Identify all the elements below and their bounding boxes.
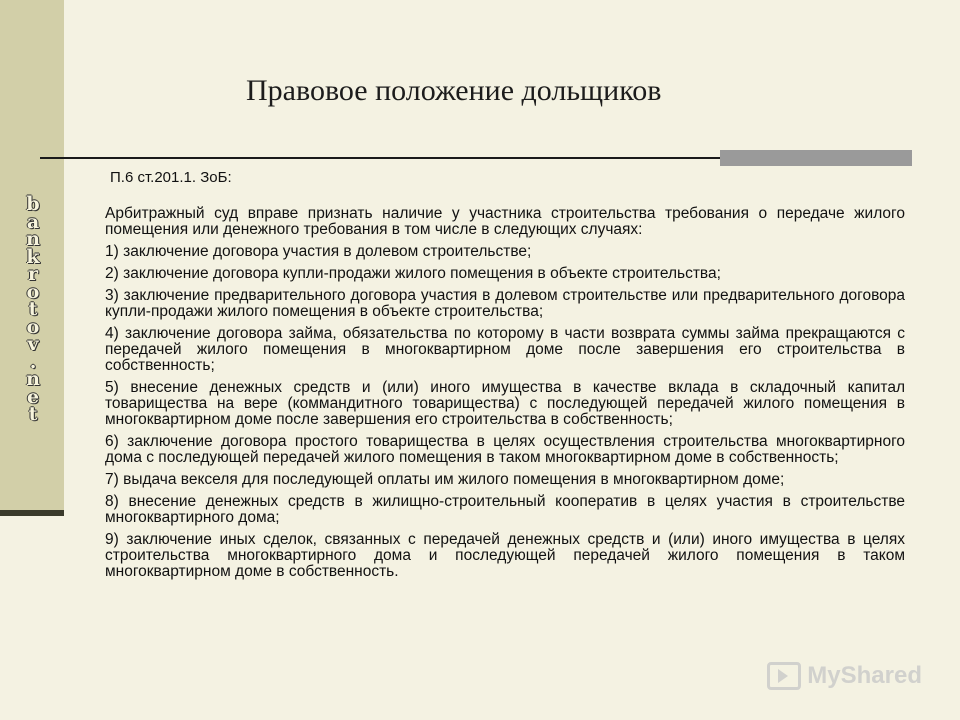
logo-letter: . <box>29 350 37 373</box>
logo-letter: n <box>26 228 40 250</box>
list-item: 5) внесение денежных средств и (или) иного имущества в качестве вклада в складочный капитал товарищества на вере (коммандитного товарищества) с последующей передачей жилого помещения в многоквартирном доме после завершения его строительства в собственность; <box>105 379 905 428</box>
logo-letter: e <box>26 385 40 408</box>
slide-title: Правовое положение дольщиков <box>246 74 662 107</box>
sidebar-panel <box>0 0 64 512</box>
play-slide-icon <box>767 662 801 690</box>
list-item: 7) выдача векселя для последующей оплаты им жилого помещения в многоквартирном доме; <box>105 471 785 488</box>
logo-letter: v <box>27 333 39 355</box>
list-item: 2) заключение договора купли-продажи жилого помещения в объекте строительства; <box>105 265 721 282</box>
law-reference: П.6 ст.201.1. ЗоБ: <box>110 169 232 186</box>
list-item: 8) внесение денежных средств в жилищно-строительный кооператив в целях участия в строительстве многоквартирного дома; <box>105 493 905 526</box>
logo-letter: t <box>28 403 38 425</box>
logo-letter: t <box>28 298 38 320</box>
paragraph-list <box>105 206 905 580</box>
intro-paragraph: Арбитражный суд вправе признать наличие у участника строительства требования о передаче жилого помещения или денежного требования в том числе в следующих случаях: <box>105 205 905 238</box>
list-item: 3) заключение предварительного договора участия в долевом строительстве или предварительного договора купли-продажи жилого помещения в объекте строительства; <box>105 287 905 320</box>
logo-letter: o <box>26 280 40 303</box>
watermark-text: MyShared <box>807 662 922 689</box>
logo-letter: a <box>26 210 40 233</box>
list-item: 4) заключение договора займа, обязательства по которому в части возврата суммы займа прекращаются с передачей жилого помещения в многоквартирном доме после завершения его строительства в собственность; <box>105 325 905 374</box>
logo-letter: b <box>26 193 40 215</box>
list-item: 6) заключение договора простого товарищества в целях осуществления строительства многоквартирного дома с последующей передачей жилого помещения в таком многоквартирном доме в собственность; <box>105 433 905 466</box>
watermark <box>767 662 922 690</box>
list-item: 1) заключение договора участия в долевом строительстве; <box>105 243 532 260</box>
logo-letter: r <box>27 263 38 285</box>
title-underline-accent <box>720 150 912 166</box>
slide-content <box>105 170 905 586</box>
logo-letter: k <box>26 245 40 268</box>
site-logo-vertical <box>22 193 44 425</box>
logo-letter: n <box>26 368 40 390</box>
logo-letter: o <box>26 315 40 338</box>
list-item: 9) заключение иных сделок, связанных с передачей денежных средств и (или) иного имущества в целях строительства многоквартирного дома и последующей передачей жилого помещения в таком многоквартирном доме в собственность. <box>105 531 905 580</box>
sidebar-bottom-bar <box>0 510 64 516</box>
